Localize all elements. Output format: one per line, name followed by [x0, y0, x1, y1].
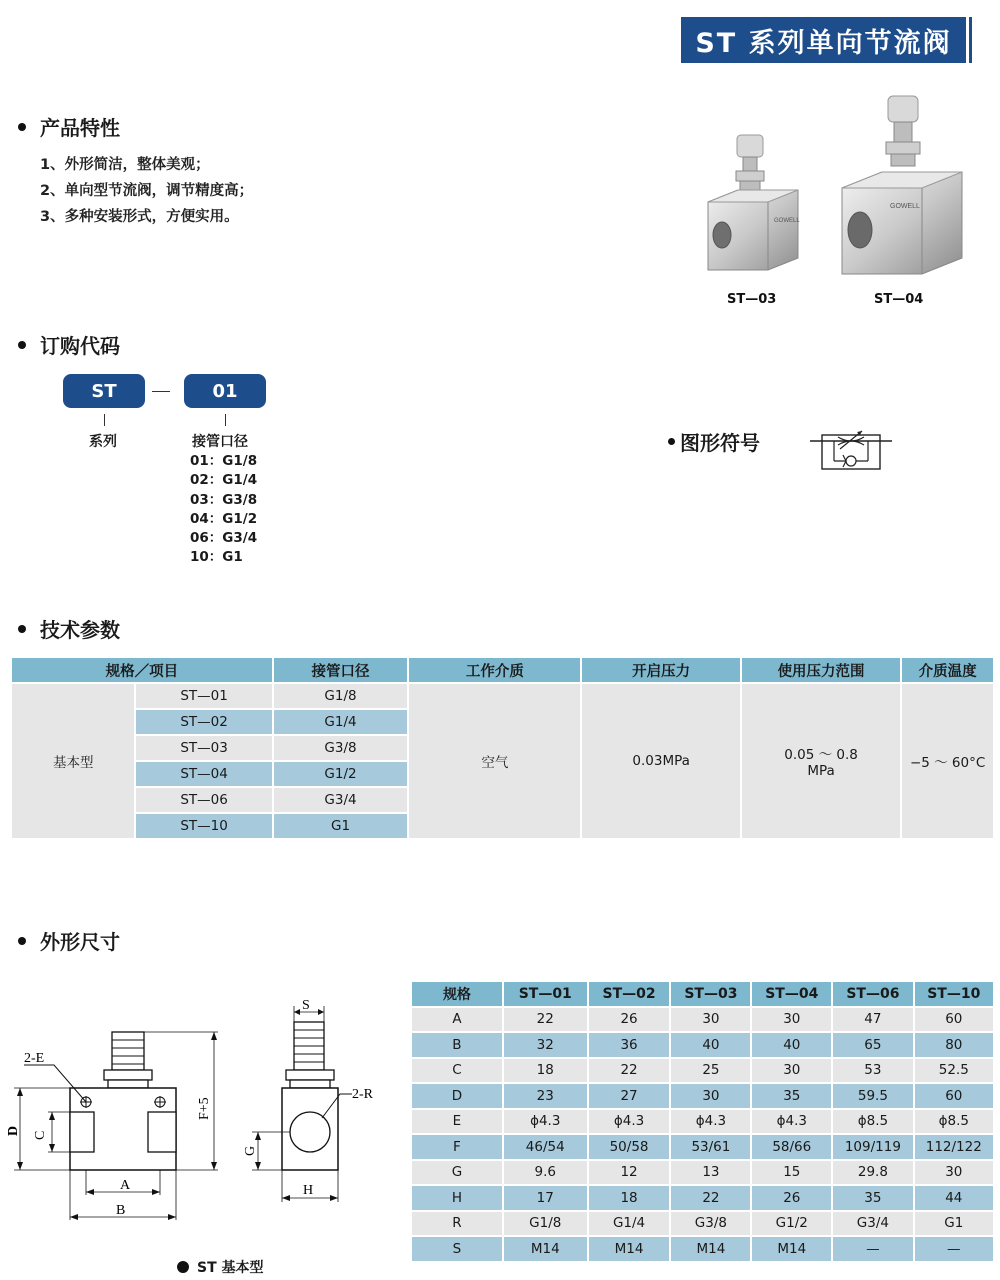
table-row [412, 1212, 993, 1236]
section-tech-heading [18, 614, 120, 643]
table-cell: C [412, 1059, 502, 1083]
pressure-range-unit: MPa [807, 763, 835, 779]
table-header-cell: 接管口径 [274, 658, 407, 682]
symbol-heading [668, 427, 760, 456]
table-header-cell: 规格 [412, 982, 502, 1006]
table-cell: 40 [671, 1033, 750, 1057]
table-row [12, 684, 993, 708]
table-cell: 53 [833, 1059, 912, 1083]
table-cell: 109/119 [833, 1135, 912, 1159]
series-caption: 系列 [89, 434, 117, 450]
table-cell: 36 [589, 1033, 670, 1057]
dim-label-a: A [120, 1178, 131, 1193]
dim-label-b: B [116, 1203, 126, 1218]
symbol-title: 图形符号 [680, 431, 760, 455]
product-brand-text: GOWELL [774, 218, 800, 224]
model-cell: ST—01 [136, 684, 271, 708]
table-cell: 27 [589, 1084, 670, 1108]
series-code-box: ST [63, 374, 145, 408]
table-header-cell: ST—10 [915, 982, 993, 1006]
dim-label-r: 2-R [352, 1087, 373, 1102]
table-row [412, 1008, 993, 1032]
table-header-cell: ST—01 [504, 982, 587, 1006]
table-row [412, 1186, 993, 1210]
table-header-cell: 使用压力范围 [742, 658, 900, 682]
table-cell: 59.5 [833, 1084, 912, 1108]
port-code-item: 10：G1 [190, 549, 243, 566]
table-cell: 52.5 [915, 1059, 993, 1083]
bullet-icon [18, 937, 26, 945]
table-row [412, 1110, 993, 1134]
throttle-valve-symbol-icon [810, 425, 892, 475]
table-header-row [412, 982, 993, 1006]
table-cell: 26 [589, 1008, 670, 1032]
feature-item: 1、外形简洁，整体美观； [40, 157, 210, 173]
model-cell: ST—02 [136, 710, 271, 734]
table-cell: A [412, 1008, 502, 1032]
table-cell: M14 [671, 1237, 750, 1261]
port-code-list [190, 452, 257, 568]
table-cell: B [412, 1033, 502, 1057]
table-cell: H [412, 1186, 502, 1210]
table-cell: G1/2 [752, 1212, 831, 1236]
table-header-cell: ST—04 [752, 982, 831, 1006]
table-header-cell: 开启压力 [582, 658, 739, 682]
port-cell: G1/4 [274, 710, 407, 734]
feature-item: 2、单向型节流阀，调节精度高； [40, 183, 254, 199]
table-header-row [12, 658, 993, 682]
dim-label-d: D [6, 1125, 21, 1136]
dim-label-s: S [302, 998, 310, 1013]
port-cell: G1/2 [274, 762, 407, 786]
table-header-cell: 介质温度 [902, 658, 993, 682]
model-cell: ST—10 [136, 814, 271, 838]
bullet-icon [668, 438, 675, 445]
page-title: ST 系列单向节流阀 [681, 17, 966, 63]
table-header-cell: ST—03 [671, 982, 750, 1006]
product-image-st04 [836, 92, 966, 277]
table-cell: S [412, 1237, 502, 1261]
table-cell: 80 [915, 1033, 993, 1057]
model-cell: ST—06 [136, 788, 271, 812]
table-cell: 18 [504, 1059, 587, 1083]
table-cell: 9.6 [504, 1161, 587, 1185]
table-header-cell: ST—06 [833, 982, 912, 1006]
port-cell: G1 [274, 814, 407, 838]
port-caption: 接管口径 [192, 434, 248, 450]
product-brand-text: GOWELL [890, 203, 920, 210]
table-cell: G1 [915, 1212, 993, 1236]
table-cell: F [412, 1135, 502, 1159]
code-tick [104, 414, 105, 426]
table-cell: 13 [671, 1161, 750, 1185]
table-cell: 35 [752, 1084, 831, 1108]
title-accent-bar [969, 17, 972, 63]
table-cell: 30 [671, 1008, 750, 1032]
table-cell: ϕ8.5 [915, 1110, 993, 1134]
port-code-item: 02：G1/4 [190, 472, 258, 489]
table-cell: R [412, 1212, 502, 1236]
code-dash [152, 391, 170, 392]
table-cell: ϕ4.3 [504, 1110, 587, 1134]
section-order-heading [18, 330, 120, 359]
table-cell: E [412, 1110, 502, 1134]
table-cell: 40 [752, 1033, 831, 1057]
table-cell: 60 [915, 1084, 993, 1108]
table-cell: 46/54 [504, 1135, 587, 1159]
temperature-cell: −5 ～ 60°C [902, 684, 993, 838]
port-code-item: 03：G3/8 [190, 491, 258, 508]
table-header-cell: ST—02 [589, 982, 670, 1006]
table-cell: 30 [752, 1008, 831, 1032]
table-cell: 22 [504, 1008, 587, 1032]
port-cell: G3/4 [274, 788, 407, 812]
dimension-drawing [0, 990, 400, 1250]
feature-item: 3、多种安装形式，方便实用。 [40, 209, 239, 225]
table-cell: 22 [589, 1059, 670, 1083]
dim-label-h: H [303, 1183, 314, 1198]
drawing-caption-text: ST 基本型 [197, 1260, 264, 1276]
table-cell: G1/4 [589, 1212, 670, 1236]
table-cell: 60 [915, 1008, 993, 1032]
dim-label-f: F+5 [197, 1097, 212, 1120]
table-cell: G1/8 [504, 1212, 587, 1236]
table-cell: — [915, 1237, 993, 1261]
open-pressure-cell: 0.03MPa [582, 684, 739, 838]
drawing-caption [177, 1257, 264, 1277]
table-header-cell: 工作介质 [409, 658, 580, 682]
table-cell: 25 [671, 1059, 750, 1083]
table-cell: — [833, 1237, 912, 1261]
table-cell: 47 [833, 1008, 912, 1032]
product-image-st03 [700, 130, 800, 275]
port-cell: G1/8 [274, 684, 407, 708]
table-row [412, 1084, 993, 1108]
model-cell: ST—04 [136, 762, 271, 786]
table-cell: M14 [589, 1237, 670, 1261]
section-title: 外形尺寸 [40, 930, 120, 954]
bullet-icon [18, 625, 26, 633]
port-code-item: 06：G3/4 [190, 530, 258, 547]
port-code-item: 04：G1/2 [190, 510, 258, 527]
table-cell: G3/8 [671, 1212, 750, 1236]
medium-cell: 空气 [409, 684, 580, 838]
table-cell: ϕ4.3 [752, 1110, 831, 1134]
table-cell: 22 [671, 1186, 750, 1210]
table-cell: 53/61 [671, 1135, 750, 1159]
table-cell: G3/4 [833, 1212, 912, 1236]
table-cell: 26 [752, 1186, 831, 1210]
code-tick [225, 414, 226, 426]
table-cell: 65 [833, 1033, 912, 1057]
table-cell: 50/58 [589, 1135, 670, 1159]
table-cell: ϕ4.3 [589, 1110, 670, 1134]
table-row [412, 1237, 993, 1261]
bullet-icon [18, 341, 26, 349]
port-code-box: 01 [184, 374, 266, 408]
table-header-cell: 规格／项目 [12, 658, 272, 682]
product-label-st04: ST—04 [874, 292, 924, 307]
table-row [412, 1033, 993, 1057]
table-cell: 17 [504, 1186, 587, 1210]
section-title: 订购代码 [40, 334, 120, 358]
section-title: 产品特性 [40, 116, 120, 140]
table-cell: 30 [915, 1161, 993, 1185]
table-cell: 32 [504, 1033, 587, 1057]
bullet-icon [177, 1261, 189, 1273]
table-cell: 12 [589, 1161, 670, 1185]
type-cell: 基本型 [12, 684, 134, 838]
dimensions-table [410, 980, 995, 1263]
table-cell: G [412, 1161, 502, 1185]
model-cell: ST—03 [136, 736, 271, 760]
table-cell: ϕ8.5 [833, 1110, 912, 1134]
pressure-range-value: 0.05 ～ 0.8 [784, 747, 858, 763]
table-cell: 35 [833, 1186, 912, 1210]
pressure-range-cell [742, 684, 900, 838]
table-cell: ϕ4.3 [671, 1110, 750, 1134]
section-title: 技术参数 [40, 618, 120, 642]
table-cell: 44 [915, 1186, 993, 1210]
table-row [412, 1161, 993, 1185]
tech-params-table [10, 656, 995, 840]
table-cell: 112/122 [915, 1135, 993, 1159]
dim-label-c: C [33, 1130, 48, 1140]
table-row [412, 1135, 993, 1159]
dim-label-g: G [243, 1145, 258, 1156]
bullet-icon [18, 123, 26, 131]
table-cell: D [412, 1084, 502, 1108]
table-cell: 15 [752, 1161, 831, 1185]
port-cell: G3/8 [274, 736, 407, 760]
table-cell: 23 [504, 1084, 587, 1108]
product-label-st03: ST—03 [727, 292, 777, 307]
section-features-heading [18, 112, 120, 141]
table-cell: 58/66 [752, 1135, 831, 1159]
feature-list [40, 152, 253, 230]
table-row [412, 1059, 993, 1083]
table-cell: M14 [504, 1237, 587, 1261]
port-code-item: 01：G1/8 [190, 453, 258, 469]
dim-label-e: 2-E [24, 1051, 45, 1066]
section-dimensions-heading [18, 926, 120, 955]
table-cell: M14 [752, 1237, 831, 1261]
table-cell: 29.8 [833, 1161, 912, 1185]
table-cell: 30 [752, 1059, 831, 1083]
table-cell: 30 [671, 1084, 750, 1108]
table-cell: 18 [589, 1186, 670, 1210]
